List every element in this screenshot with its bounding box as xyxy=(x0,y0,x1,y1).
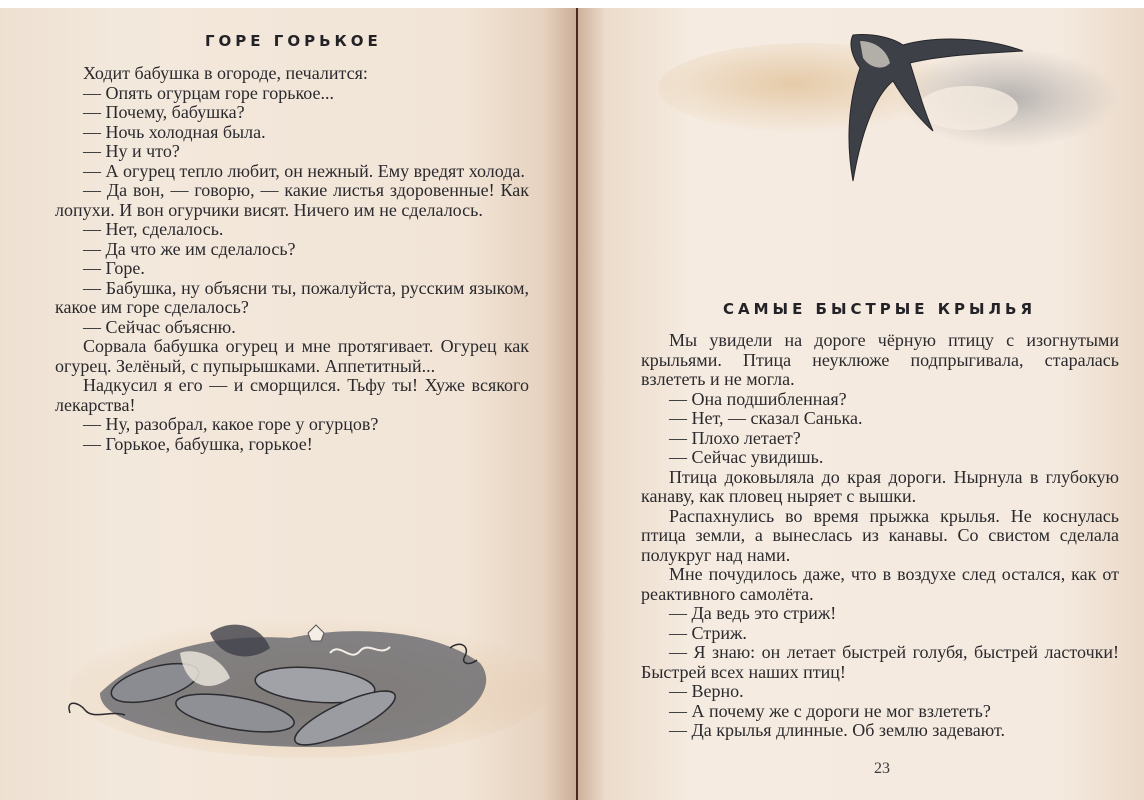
story-title-left: ГОРЕ ГОРЬКОЕ xyxy=(205,32,382,50)
paragraph: — Да ведь это стриж! xyxy=(669,603,837,623)
paragraph: — Опять огурцам горе горькое... xyxy=(83,82,334,103)
paragraph: — Бабушка, ну объясни ты, пожалуйста, русским языком, какое им горе сделалось? xyxy=(55,277,529,317)
story-text-right xyxy=(641,331,1119,741)
book-spread xyxy=(0,8,1144,800)
paragraph: — Плохо летает? xyxy=(669,427,801,448)
story-title-right: САМЫЕ БЫСТРЫЕ КРЫЛЬЯ xyxy=(723,300,1037,318)
paragraph: Распахнулись во время прыжка крылья. Не коснулась птица земли, а вынеслась из канавы. Со свистом сделала полукруг над нами. xyxy=(641,505,1119,565)
paragraph: Сорвала бабушка огурец и мне протягивает. Огурец как огурец. Зелёный, с пупырышками. Аппетитный... xyxy=(55,336,529,376)
paragraph: — Да крылья длинные. Об землю задевают. xyxy=(669,720,1005,740)
right-page xyxy=(578,8,1144,800)
paragraph: Мне почудилось даже, что в воздухе след остался, как от реактивного самолёта. xyxy=(641,564,1119,604)
paragraph: — Ну, разобрал, какое горе у огурцов? xyxy=(83,414,379,434)
paragraph: — Почему, бабушка? xyxy=(83,102,245,122)
cucumber-illustration xyxy=(60,593,560,773)
paragraph: Надкусил я его — и сморщился. Тьфу ты! Хуже всякого лекарства! xyxy=(55,375,529,415)
paragraph: — Да что же им сделалось? xyxy=(83,238,296,259)
paragraph: — Сейчас объясню. xyxy=(83,316,236,337)
paragraph: — Нет, сделалось. xyxy=(83,219,224,239)
paragraph: — Стриж. xyxy=(669,622,747,643)
paragraph: — Горькое, бабушка, горькое! xyxy=(83,433,313,454)
page-number: 23 xyxy=(874,760,890,777)
swift-illustration xyxy=(648,23,1128,203)
paragraph: — Ночь холодная была. xyxy=(83,121,266,142)
left-page xyxy=(0,8,578,800)
paragraph: — Горе. xyxy=(83,258,145,278)
story-text-left xyxy=(55,64,529,454)
paragraph: — Да вон, — говорю, — какие листья здоровенные! Как лопухи. И вон огурчики висят. Ничего им не сделалось. xyxy=(55,180,529,220)
paragraph: — Верно. xyxy=(669,681,744,701)
paragraph: — А почему же с дороги не мог взлететь? xyxy=(669,700,991,721)
paragraph: — Она подшибленная? xyxy=(669,388,847,409)
paragraph: — Ну и что? xyxy=(83,141,180,161)
paragraph: — Нет, — сказал Санька. xyxy=(669,408,863,428)
paragraph: Птица доковыляла до края дороги. Нырнула в глубокую канаву, как пловец ныряет с вышки. xyxy=(641,466,1119,506)
paragraph: Ходит бабушка в огороде, печалится: xyxy=(83,63,368,83)
paragraph: Мы увидели на дороге чёрную птицу с изогнутыми крыльями. Птица неуклюже подпрыгивала, старалась взлететь и не могла. xyxy=(641,330,1119,389)
paragraph: — Сейчас увидишь. xyxy=(669,447,824,467)
paragraph: — Я знаю: он летает быстрей голубя, быстрей ласточки! Быстрей всех наших птиц! xyxy=(641,642,1119,682)
paragraph: — А огурец тепло любит, он нежный. Ему вредят холода. xyxy=(83,160,525,181)
